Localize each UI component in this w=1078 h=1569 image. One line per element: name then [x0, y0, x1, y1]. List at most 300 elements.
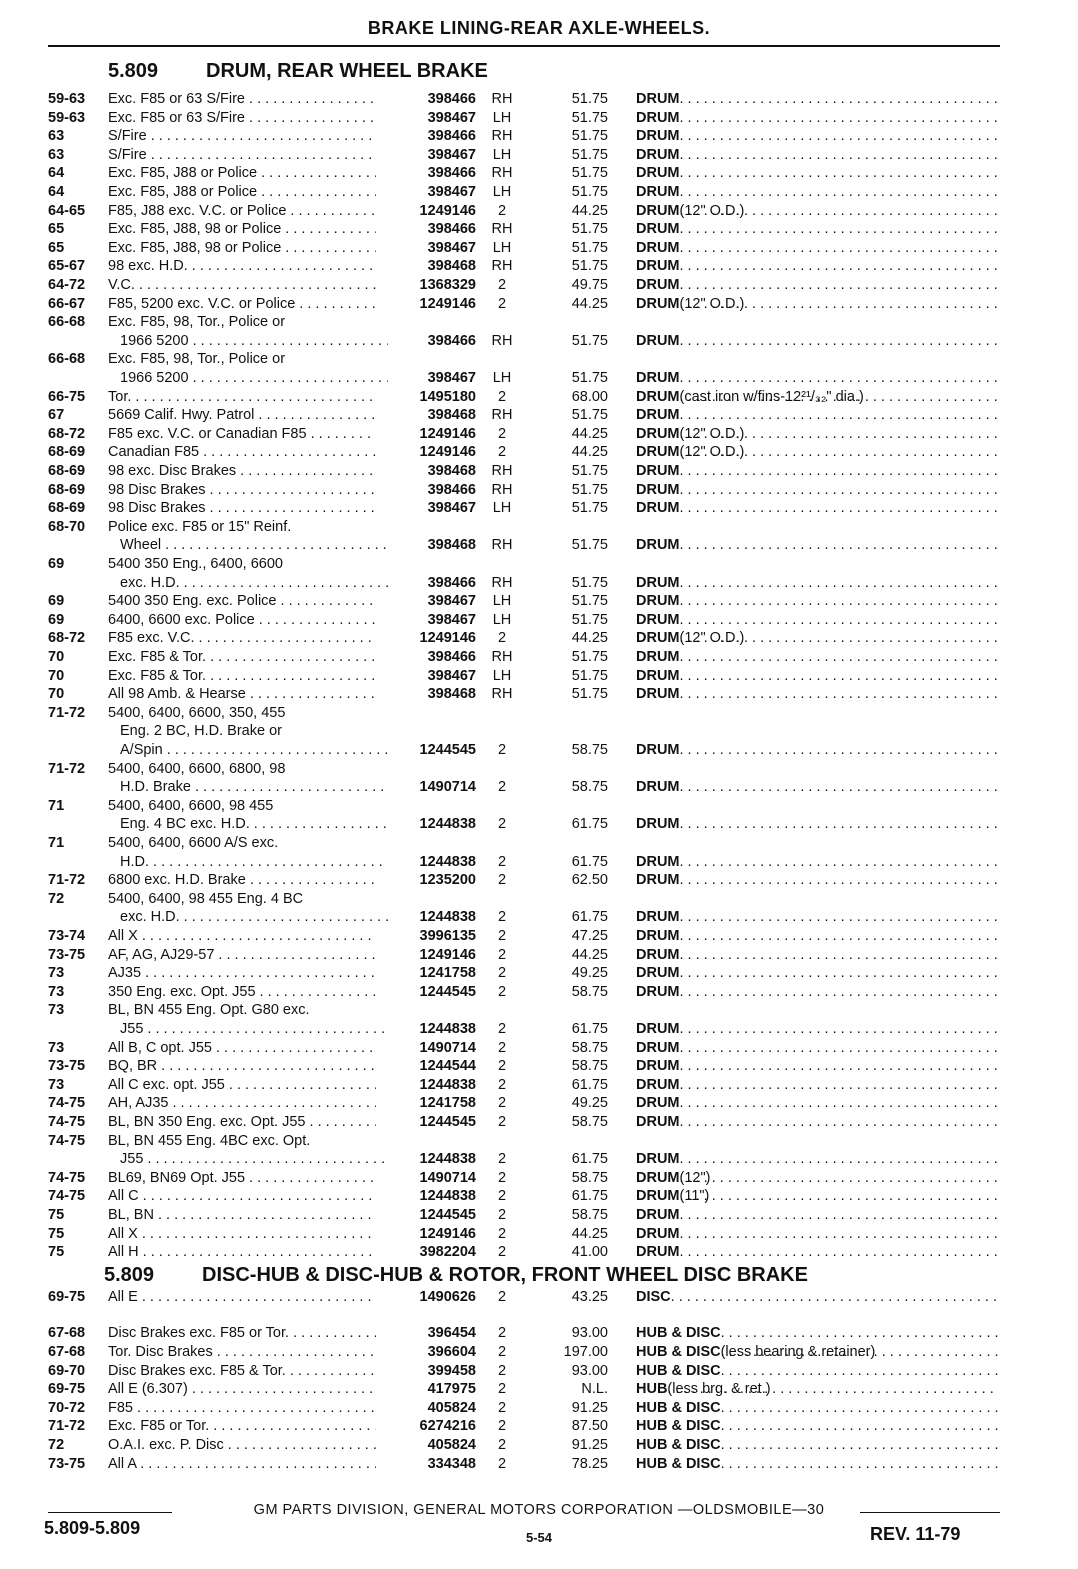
year-range: 73-74 [48, 928, 86, 944]
description-name: DRUM [636, 611, 680, 628]
description [636, 1399, 998, 1417]
part-number: 1490714 [419, 1169, 476, 1186]
table-row [0, 1057, 1078, 1075]
table-row [0, 815, 1078, 833]
leader-dots [680, 946, 999, 964]
year-range: 75 [48, 1244, 65, 1261]
description-note: (less bearing & retainer) [720, 1344, 876, 1360]
description-name: DRUM [636, 593, 680, 610]
application: F85 exc. V.C. or Canadian F85 . . . [108, 425, 376, 443]
part-number: 1249146 [419, 946, 476, 963]
description-name: HUB & DISC [636, 1418, 721, 1435]
quantity: 2 [497, 983, 507, 1000]
price: 51.75 [571, 463, 608, 479]
price: 44.25 [571, 295, 608, 312]
description-name: DRUM [636, 1225, 680, 1242]
year-range: 63 [48, 128, 65, 145]
application: Exc. F85 & Tor. . . . [108, 648, 376, 666]
description-name: DRUM [636, 202, 680, 219]
description [636, 295, 998, 313]
part-number: 398466 [427, 91, 476, 107]
application: Canadian F85 . . . [108, 443, 376, 461]
description [636, 1436, 998, 1454]
application: BL, BN 350 Eng. exc. Opt. J55 . . . [108, 1113, 376, 1131]
price: 51.75 [571, 258, 608, 275]
description-note: (12") [679, 1169, 711, 1186]
table-row [0, 592, 1078, 610]
price: 51.75 [571, 165, 608, 182]
table-row [0, 908, 1078, 926]
description-name: DRUM [636, 1151, 680, 1168]
part-number: 405824 [427, 1437, 476, 1453]
year-range: 74-75 [48, 1095, 86, 1112]
quantity: LH [492, 146, 512, 163]
year-range: 75 [48, 1207, 65, 1223]
year-range: 67-68 [48, 1325, 86, 1342]
application: All 98 Amb. & Hearse . . . [108, 685, 376, 703]
table-row [0, 1094, 1078, 1112]
part-number: 3996135 [419, 928, 476, 944]
leader-dots [680, 1206, 999, 1224]
part-number: 398468 [427, 537, 476, 554]
table-row [0, 1380, 1078, 1398]
price: 61.75 [571, 1151, 608, 1168]
leader-dots [680, 183, 999, 201]
price: 61.75 [571, 1021, 608, 1037]
application: J55 . . . [120, 1020, 388, 1038]
table-row [0, 1169, 1078, 1187]
description-name: HUB & DISC [636, 1455, 721, 1472]
description-name: HUB & DISC [636, 1344, 721, 1360]
table-row [0, 202, 1078, 220]
description-name: DRUM [636, 277, 680, 293]
application: Exc. F85, J88, 98 or Police . . . [108, 239, 376, 257]
description [636, 592, 998, 610]
quantity: 2 [497, 853, 507, 870]
table-row [0, 109, 1078, 127]
quantity: 2 [497, 1114, 507, 1130]
part-number: 1244544 [419, 1058, 476, 1075]
part-number: 334348 [427, 1455, 476, 1472]
part-number: 6274216 [419, 1418, 476, 1435]
description-note: (12" O.D.) [679, 630, 745, 647]
description [636, 1076, 998, 1094]
quantity: 2 [497, 425, 507, 442]
description-name: DRUM [636, 407, 680, 424]
price: 61.75 [571, 1076, 608, 1093]
year-range: 69-70 [48, 1362, 86, 1379]
quantity: 2 [497, 1207, 507, 1223]
leader-dots [680, 685, 999, 703]
description-name: DRUM [636, 686, 680, 703]
price: 44.25 [571, 630, 608, 647]
description-name: DRUM [636, 370, 680, 386]
description-note: (cast iron w/fins-12²¹/₃₂" dia.) [679, 388, 864, 405]
description-name: DRUM [636, 1188, 680, 1205]
part-number: 396454 [427, 1325, 476, 1342]
table-row [0, 946, 1078, 964]
table-row [0, 518, 1078, 536]
description [636, 369, 998, 387]
part-number: 417975 [427, 1381, 476, 1398]
quantity: 2 [497, 1325, 507, 1342]
leader-dots [680, 276, 999, 294]
application: All B, C opt. J55 . . . [108, 1039, 376, 1057]
application: BL, BN 455 Eng. Opt. G80 exc. [108, 1002, 310, 1019]
price: 44.25 [571, 946, 608, 963]
table-row [0, 1417, 1078, 1435]
quantity: 2 [497, 202, 507, 219]
description [636, 1187, 998, 1205]
price: 93.00 [571, 1325, 608, 1342]
part-number: 1368329 [419, 277, 476, 293]
quantity: RH [491, 332, 513, 349]
description-name: DRUM [636, 1114, 680, 1130]
leader-dots [680, 983, 999, 1001]
description-note: (12" O.D.) [679, 425, 745, 442]
application: AH, AJ35 . . . [108, 1094, 376, 1112]
quantity: RH [491, 165, 513, 182]
description-name: DRUM [636, 165, 680, 182]
application: AJ35 . . . [108, 964, 376, 982]
application: BL, BN . . . [108, 1206, 376, 1224]
leader-dots [680, 1020, 999, 1038]
price: 51.75 [571, 407, 608, 424]
price: 91.25 [571, 1437, 608, 1453]
price: 49.75 [571, 277, 608, 293]
application: 98 exc. H.D. . . . [108, 257, 376, 275]
leader-dots [680, 406, 999, 424]
table-row [0, 1324, 1078, 1342]
application: Exc. F85 or Tor. . . . [108, 1417, 376, 1435]
description-note: (11") [679, 1188, 710, 1205]
description-name: DRUM [636, 928, 680, 944]
part-number: 398467 [427, 239, 476, 256]
leader-dots [721, 1362, 998, 1380]
table-row [0, 964, 1078, 982]
part-number: 398467 [427, 370, 476, 386]
year-range: 64 [48, 165, 65, 182]
description [636, 127, 998, 145]
table-row [0, 1343, 1078, 1361]
application: Police exc. F85 or 15" Reinf. [108, 518, 292, 535]
part-number: 1244838 [419, 816, 476, 833]
description-name: DRUM [636, 1021, 680, 1037]
leader-dots [680, 1113, 999, 1131]
leader-dots [667, 1380, 998, 1398]
section-heading-drum [108, 60, 488, 83]
description-name: DRUM [636, 779, 680, 796]
leader-dots [680, 1057, 999, 1075]
price: 68.00 [571, 388, 608, 405]
table-row [0, 1206, 1078, 1224]
description [636, 1057, 998, 1075]
application: Tor. Disc Brakes . . . [108, 1343, 376, 1361]
price: 44.25 [571, 444, 608, 461]
leader-dots [680, 908, 999, 926]
application: Disc Brakes exc. F85 & Tor. . . . [108, 1362, 376, 1380]
year-range: 65 [48, 239, 65, 256]
leader-dots [680, 443, 999, 461]
description [636, 202, 998, 220]
table-row [0, 443, 1078, 461]
part-number: 1249146 [419, 630, 476, 647]
year-range: 68-69 [48, 444, 86, 461]
application: S/Fire . . . [108, 146, 376, 164]
quantity: RH [491, 649, 513, 665]
quantity: RH [491, 481, 513, 498]
quantity: 2 [497, 1188, 507, 1205]
leader-dots [721, 1417, 998, 1435]
application: All X . . . [108, 1225, 376, 1243]
section-number: 5.809 [104, 1263, 155, 1286]
part-number: 1244838 [419, 909, 476, 926]
table-row [0, 834, 1078, 852]
application: Tor. . . . [108, 388, 376, 406]
application: J55 . . . [120, 1150, 388, 1168]
description [636, 1243, 998, 1261]
quantity: 2 [497, 1381, 507, 1398]
part-number: 1249146 [419, 1225, 476, 1242]
part-number: 398467 [427, 500, 476, 517]
description-name: DRUM [636, 444, 680, 461]
application: Exc. F85, J88 or Police . . . [108, 183, 376, 201]
price: 78.25 [571, 1455, 608, 1472]
quantity: 2 [497, 1095, 507, 1112]
year-range: 69 [48, 556, 65, 572]
quantity: LH [492, 184, 512, 200]
table-row [0, 1399, 1078, 1417]
year-range: 73-75 [48, 1058, 86, 1075]
table-row [0, 1362, 1078, 1380]
table-row [0, 127, 1078, 145]
application: exc. H.D. . . . [120, 908, 388, 926]
part-number: 3982204 [419, 1244, 476, 1261]
year-range: 73-75 [48, 1455, 86, 1472]
description-name: DRUM [636, 574, 680, 591]
application: exc. H.D. . . . [120, 574, 388, 592]
table-row [0, 555, 1078, 573]
description-note: (less brg. & ret.) [667, 1381, 771, 1398]
description-name: DRUM [636, 128, 680, 145]
description [636, 1039, 998, 1057]
quantity: 2 [497, 742, 507, 758]
description-name: DRUM [636, 1095, 680, 1112]
year-range: 74-75 [48, 1132, 86, 1149]
description [636, 1094, 998, 1112]
description [636, 574, 998, 592]
table-row [0, 499, 1078, 517]
year-range: 70 [48, 649, 65, 665]
description-name: DRUM [636, 500, 680, 517]
part-number: 1235200 [419, 872, 476, 889]
description [636, 741, 998, 759]
year-range: 70-72 [48, 1399, 86, 1416]
price: 51.75 [571, 146, 608, 163]
quantity: RH [491, 407, 513, 424]
page-title: BRAKE LINING-REAR AXLE-WHEELS. [367, 18, 711, 38]
table-row [0, 778, 1078, 796]
year-range: 64-72 [48, 277, 86, 293]
description [636, 276, 998, 294]
year-range: 66-68 [48, 314, 86, 331]
year-range: 74-75 [48, 1188, 86, 1205]
description [636, 183, 998, 201]
table-row [0, 220, 1078, 238]
year-range: 66-75 [48, 388, 86, 405]
year-range: 67 [48, 407, 65, 424]
leader-dots [680, 109, 999, 127]
description [636, 1206, 998, 1224]
description [636, 257, 998, 275]
table-row [0, 704, 1078, 722]
application: 6400, 6600 exc. Police . . . [108, 611, 376, 629]
table-row [0, 1113, 1078, 1131]
section-title: DRUM, REAR WHEEL BRAKE [206, 60, 488, 82]
description [636, 1380, 998, 1398]
leader-dots [680, 425, 999, 443]
application: All C . . . [108, 1187, 376, 1205]
leader-dots [721, 1436, 998, 1454]
description [636, 1362, 998, 1380]
part-number: 1249146 [419, 425, 476, 442]
leader-dots [680, 1243, 999, 1261]
table-row [0, 350, 1078, 368]
leader-dots [680, 1039, 999, 1057]
description [636, 983, 998, 1001]
part-number: 398466 [427, 649, 476, 665]
quantity: 2 [497, 1244, 507, 1261]
quantity: LH [492, 593, 512, 610]
application: H.D. Brake . . . [120, 778, 388, 796]
year-range: 64 [48, 184, 65, 200]
price: 51.75 [571, 370, 608, 386]
description-name: DRUM [636, 667, 680, 684]
leader-dots [680, 648, 999, 666]
price: 197.00 [563, 1344, 608, 1360]
section-number: 5.809 [108, 60, 159, 82]
application: All E (6.307) . . . [108, 1380, 376, 1398]
description-name: DRUM [636, 1058, 680, 1075]
application: F85 exc. V.C. . . . [108, 629, 376, 647]
quantity: 2 [497, 928, 507, 944]
year-range: 64-65 [48, 202, 86, 219]
price: 51.75 [571, 649, 608, 665]
price: 51.75 [571, 574, 608, 591]
description-name: DRUM [636, 425, 680, 442]
price: 51.75 [571, 500, 608, 517]
leader-dots [680, 499, 999, 517]
quantity: 2 [497, 965, 507, 982]
quantity: 2 [497, 1039, 507, 1056]
description [636, 871, 998, 889]
quantity: 2 [497, 277, 507, 293]
leader-dots [671, 1288, 998, 1306]
part-number: 398467 [427, 593, 476, 610]
description [636, 1324, 998, 1342]
year-range: 66-67 [48, 295, 86, 312]
price: 61.75 [571, 1188, 608, 1205]
part-number: 1244838 [419, 853, 476, 870]
quantity: RH [491, 221, 513, 238]
price: 58.75 [571, 742, 608, 758]
year-range: 73 [48, 983, 65, 1000]
description [636, 611, 998, 629]
quantity: 2 [497, 1418, 507, 1435]
description-name: DRUM [636, 109, 680, 126]
price: 51.75 [571, 481, 608, 498]
year-range: 59-63 [48, 91, 86, 107]
application: 98 exc. Disc Brakes . . . [108, 462, 376, 480]
year-range: 68-69 [48, 481, 86, 498]
description [636, 462, 998, 480]
leader-dots [680, 871, 999, 889]
part-number: 398467 [427, 109, 476, 126]
part-number: 1244838 [419, 1188, 476, 1205]
description [636, 1225, 998, 1243]
table-row [0, 146, 1078, 164]
application: 350 Eng. exc. Opt. J55 . . . [108, 983, 376, 1001]
part-number: 1241758 [419, 965, 476, 982]
part-number: 1495180 [419, 388, 476, 405]
part-number: 1490714 [419, 779, 476, 796]
description [636, 648, 998, 666]
quantity: LH [492, 370, 512, 386]
year-range: 68-70 [48, 518, 86, 535]
application: All A . . . [108, 1455, 376, 1473]
table-row [0, 1132, 1078, 1150]
quantity: 2 [497, 1455, 507, 1472]
leader-dots [680, 127, 999, 145]
description-name: DRUM [636, 742, 680, 758]
description-name: DISC [636, 1288, 671, 1305]
price: 58.75 [571, 1207, 608, 1223]
table-row [0, 388, 1078, 406]
leader-dots [680, 462, 999, 480]
description [636, 1288, 998, 1306]
leader-dots [680, 1094, 999, 1112]
part-number: 398468 [427, 258, 476, 275]
table-row [0, 760, 1078, 778]
section-title: DISC-HUB & DISC-HUB & ROTOR, FRONT WHEEL DISC BRAKE [202, 1263, 808, 1286]
year-range: 68-69 [48, 500, 86, 517]
description [636, 220, 998, 238]
description-name: DRUM [636, 1076, 680, 1093]
part-number: 398467 [427, 667, 476, 684]
description-name: HUB & DISC [636, 1399, 721, 1416]
application: O.A.I. exc. P. Disc . . . [108, 1436, 376, 1454]
year-range: 65-67 [48, 258, 86, 275]
quantity: RH [491, 91, 513, 107]
quantity: LH [492, 611, 512, 628]
application: 98 Disc Brakes . . . [108, 481, 376, 499]
description-name: HUB & DISC [636, 1325, 721, 1342]
price: 51.75 [571, 239, 608, 256]
footer-section-range: 5.809-5.809 [44, 1518, 141, 1538]
description-note: (12" O.D.) [679, 295, 745, 312]
quantity: 2 [497, 1076, 507, 1093]
part-number: 398467 [427, 146, 476, 163]
quantity: RH [491, 258, 513, 275]
leader-dots [680, 369, 999, 387]
year-range: 63 [48, 146, 65, 163]
table-row [0, 1436, 1078, 1454]
description-name: DRUM [636, 1207, 680, 1223]
leader-dots [680, 164, 999, 182]
quantity: 2 [497, 1344, 507, 1360]
description-name: DRUM [636, 221, 680, 238]
application: Wheel . . . [120, 536, 388, 554]
